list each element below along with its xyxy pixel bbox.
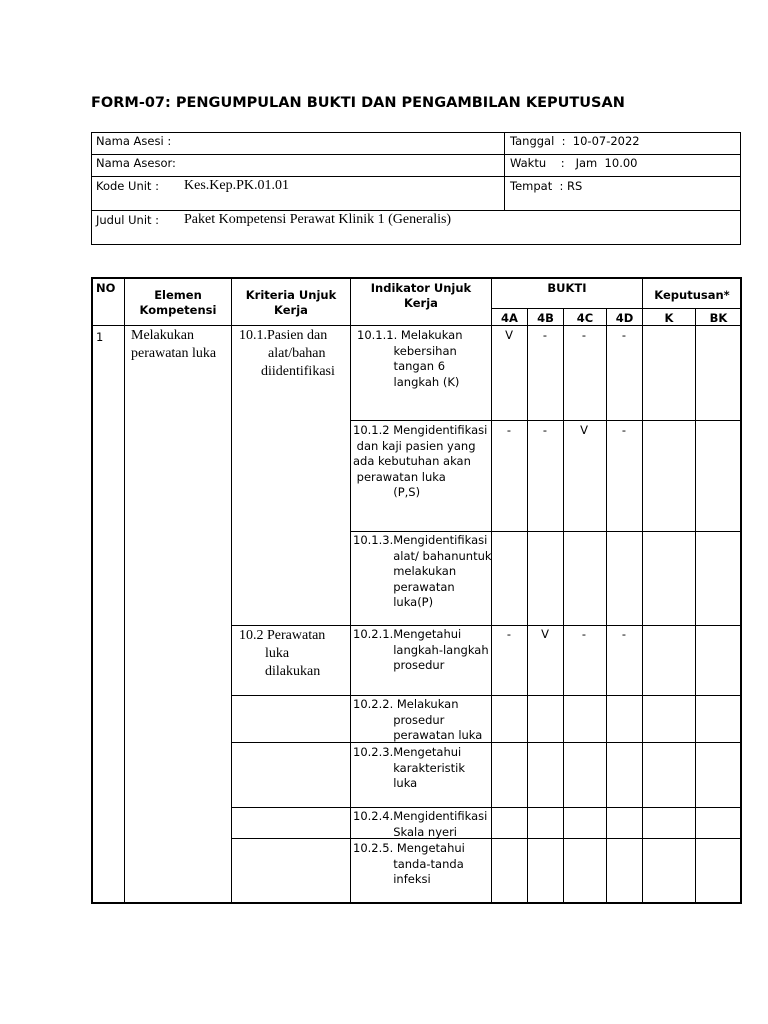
header-kuk-line1: Kriteria Unjuk [245,288,337,302]
indicator-10-1-3: 10.1.3.Mengidentifikasi alat/ bahanuntuk melakukan perawatan luka(P) [353,533,492,609]
mark-10-2-1-4d: - [621,627,627,641]
elemen-line1: Melakukan [131,328,194,343]
header-4c: 4C [576,311,594,325]
indicator-10-1-1: 10.1.1. Melakukan kebersihan tangan 6 langkah (K) [357,328,463,389]
header-keputusan: Keputusan* [654,288,730,302]
form-title: FORM-07: PENGUMPULAN BUKTI DAN PENGAMBILAN KEPUTUSAN [91,95,625,111]
indicator-10-2-1: 10.2.1.Mengetahui langkah-langkah prosedur [353,627,489,672]
header-4a: 4A [501,311,518,325]
nama-asesi-label: Nama Asesi : [96,134,172,148]
header-bk: BK [709,311,728,325]
header-4d: 4D [615,311,634,325]
kriteria-1-line1: 10.1.Pasien dan [239,328,328,343]
header-elemen-line1: Elemen [154,288,202,302]
waktu: Waktu : Jam 10.00 [510,156,638,170]
indicator-10-2-4: 10.2.4.Mengidentifikasi Skala nyeri [353,809,488,839]
header-elemen-line2: Kompetensi [139,303,217,317]
mark-10-1-2-4a: - [506,423,512,437]
mark-10-1-2-4b: - [542,423,548,437]
mark-10-2-1-4a: - [506,627,512,641]
mark-10-1-1-4c: - [581,328,587,342]
mark-10-1-2-4c: V [580,423,588,437]
row-no: 1 [96,330,104,344]
header-kuk-line2: Kerja [274,303,308,317]
tempat: Tempat : RS [510,179,583,193]
indicator-10-1-2: 10.1.2 Mengidentifikasi dan kaji pasien yang ada kebutuhan akan perawatan luka (P,S) [353,423,488,499]
mark-10-1-1-4a: V [505,328,513,342]
header-iuk-line1: Indikator Unjuk [370,281,472,295]
header-iuk-line2: Kerja [404,296,438,310]
mark-10-1-2-4d: - [621,423,627,437]
mark-10-1-1-4b: - [542,328,548,342]
indicator-10-2-3: 10.2.3.Mengetahui karakteristik luka [353,745,466,790]
judul-unit-label: Judul Unit : [96,213,160,227]
indicator-10-2-2: 10.2.2. Melakukan prosedur perawatan luka [353,697,483,742]
mark-10-2-1-4b: V [541,627,549,641]
kode-unit-label: Kode Unit : [96,179,159,193]
header-k: K [664,311,674,325]
mark-10-1-1-4d: - [621,328,627,342]
kriteria-2-line2: luka [265,646,290,661]
indicator-10-2-5: 10.2.5. Mengetahui tanda-tanda infeksi [353,841,465,886]
elemen-line2: perawatan luka [131,346,217,361]
nama-asesor-label: Nama Asesor: [96,156,176,170]
judul-unit-value: Paket Kompetensi Perawat Klinik 1 (Generalis) [184,212,452,227]
tanggal: Tanggal : 10-07-2022 [510,134,640,148]
mark-10-2-1-4c: - [581,627,587,641]
header-bukti: BUKTI [547,281,587,295]
kriteria-2-line3: dilakukan [265,664,321,679]
kode-unit-value: Kes.Kep.PK.01.01 [184,178,289,193]
header-no: NO [96,281,116,295]
header-4b: 4B [537,311,554,325]
kriteria-2-line1: 10.2 Perawatan [239,628,326,643]
kriteria-1-line2: alat/bahan [268,346,326,361]
kriteria-1-line3: diidentifikasi [261,364,335,379]
